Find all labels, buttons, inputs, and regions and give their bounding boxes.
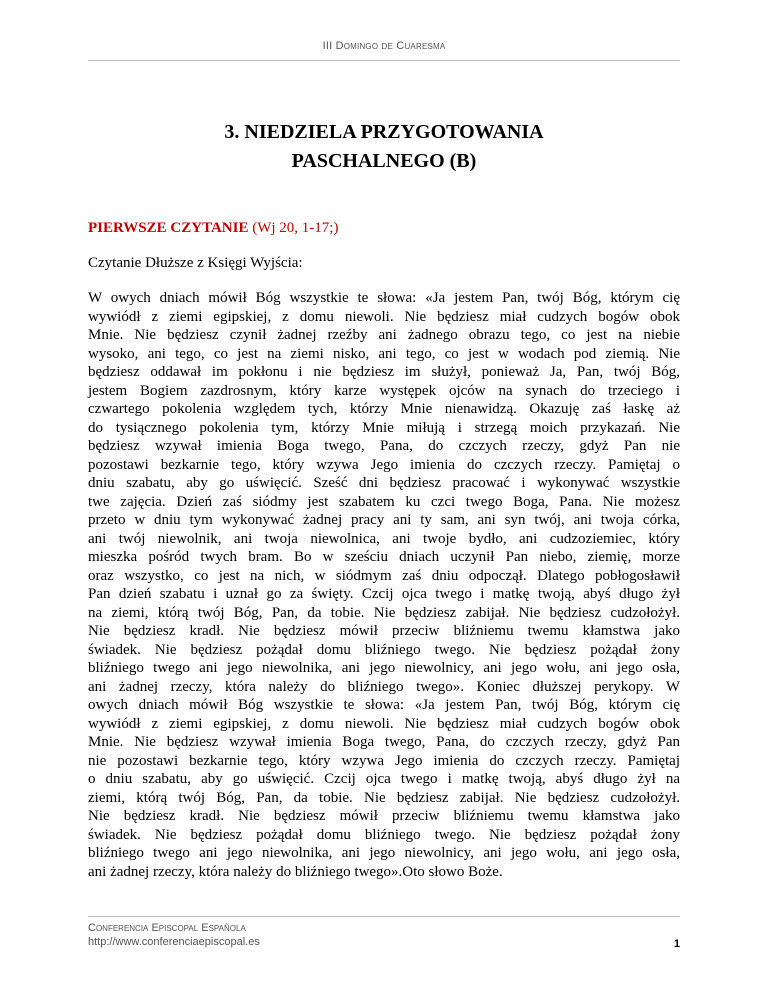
reading-line: ziemi, którą twój Bóg, Pan, da tobie. Nie będziesz zabijał. Nie będziesz cudzołożył. (88, 789, 680, 806)
reading-line: Mnie. Nie będziesz czynił żadnej rzeźby ani żadnego obrazu tego, co jest na niebie (88, 327, 680, 343)
reading-line: Mnie. Nie będziesz wzywał imienia Boga twego, Pana, do czczych rzeczy, gdyż Pan (88, 734, 680, 750)
reading-line: ani żadnej rzeczy, która należy do bliźniego twego».Oto słowo Boże. (88, 863, 503, 880)
reading-reference: (Wj 20, 1-17;) (248, 220, 339, 236)
reading-line: Nie będziesz kradł. Nie będziesz mówił przeciw bliźniemu twemu kłamstwa jako (88, 808, 680, 824)
title-line-2: PASCHALNEGO (B) (291, 150, 477, 172)
document-title (88, 118, 680, 176)
reading-line: jestem Bogiem zazdrosnym, który karze występek ojców na synach do trzeciego i (88, 382, 680, 399)
running-header: III Domingo de Cuaresma (322, 40, 446, 52)
reading-line: oraz wszystko, co jest na nich, w siódmym zaś dniu odpoczął. Dlatego pobłogosławił (88, 567, 680, 584)
reading-line: będziesz oddawał im pokłonu i nie będziesz im służył, ponieważ Ja, Pan, twój Bóg, (88, 364, 680, 380)
reading-line: będziesz wzywał imienia Boga twego, Pana, do czczych rzeczy, gdyż Pan nie (88, 438, 680, 454)
reading-line: o dniu szabatu, aby go uświęcić. Czcij ojca twego i matkę twoją, abyś długo żył na (88, 771, 680, 787)
reading-line: ani twój niewolnik, ani twoja niewolnica, ani twoje bydło, ani cudzoziemiec, który (88, 530, 680, 547)
reading-line: na ziemi, którą twój Bóg, Pan, da tobie. Nie będziesz zabijał. Nie będziesz cudzołożył. (88, 604, 680, 621)
reading-line: bliźniego twego ani jego niewolnika, ani jego niewolnicy, ani jego wołu, ani jego osła, (88, 660, 680, 676)
header-divider (88, 60, 680, 61)
reading-line: twe zajęcia. Dzień zaś siódmy jest szabatem ku czci twego Boga, Pana. Nie możesz (88, 493, 680, 510)
reading-line: czwartego pokolenia względem tych, którzy Mnie nienawidzą. Okazuję zaś łaskę aż (88, 401, 680, 417)
reading-line: świadek. Nie będziesz pożądał domu bliźniego twego. Nie będziesz pożądał żony (88, 826, 680, 843)
footer-url: http://www.conferenciaepiscopal.es (88, 936, 260, 948)
footer-organization: Conferencia Episcopal Española (88, 922, 246, 934)
title-line-1: 3. NIEDZIELA PRZYGOTOWANIA (224, 121, 544, 143)
reading-line: przeto w dniu tym wykonywać żadnej pracy ani ty sam, ani syn twój, ani twoja córka, (88, 512, 680, 528)
page-number: 1 (673, 938, 680, 950)
reading-line: nie pozostawi bezkarnie tego, który wzywa Jego imienia do czczych rzeczy. Pamiętaj (88, 752, 680, 769)
reading-line: dniu szabatu, aby go uświęcić. Sześć dni będziesz pracować i wykonywać wszystkie (88, 475, 680, 491)
footer-divider (88, 916, 680, 917)
reading-line: świadek. Nie będziesz pożądał domu bliźniego twego. Nie będziesz pożądał żony (88, 641, 680, 658)
reading-line: wysoko, ani tego, co jest na ziemi nisko, ani tego, co jest w wodach pod ziemią. Nie (88, 345, 680, 362)
reading-line: Pan dzień szabatu i uznał go za święty. Czcij ojca twego i matkę twoją, abyś długo żył (88, 586, 680, 602)
reading-line: owych dniach mówił Bóg wszystkie te słowa: «Ja jestem Pan, twój Bóg, którym cię (88, 697, 680, 713)
reading-line: ani żadnej rzeczy, która należy do bliźniego twego». Koniec dłuższej perykopy. W (88, 678, 680, 695)
reading-line: wywiódł z ziemi egipskiej, z domu niewoli. Nie będziesz miał cudzych bogów obok (88, 715, 680, 732)
reading-line: Nie będziesz kradł. Nie będziesz mówił przeciw bliźniemu twemu kłamstwa jako (88, 623, 680, 639)
reading-line: pozostawi bezkarnie tego, który wzywa Jego imienia do czczych rzeczy. Pamiętaj o (88, 456, 680, 473)
reading-text (88, 289, 680, 881)
reading-line: wywiódł z ziemi egipskiej, z domu niewoli. Nie będziesz miał cudzych bogów obok (88, 308, 680, 325)
reading-intro: Czytanie Dłuższe z Księgi Wyjścia: (88, 255, 303, 271)
reading-line: W owych dniach mówił Bóg wszystkie te słowa: «Ja jestem Pan, twój Bóg, którym cię (88, 290, 680, 306)
reading-heading (88, 220, 680, 237)
reading-line: bliźniego twego ani jego niewolnika, ani jego niewolnicy, ani jego wołu, ani jego osła, (88, 845, 680, 861)
reading-line: do tysiącznego pokolenia tym, którzy Mnie miłują i strzegą moich przykazań. Nie (88, 419, 680, 436)
reading-line: mieszka pośród twych bram. Bo w sześciu dniach uczynił Pan niebo, ziemię, morze (88, 549, 680, 565)
reading-heading-label: PIERWSZE CZYTANIE (88, 220, 249, 236)
